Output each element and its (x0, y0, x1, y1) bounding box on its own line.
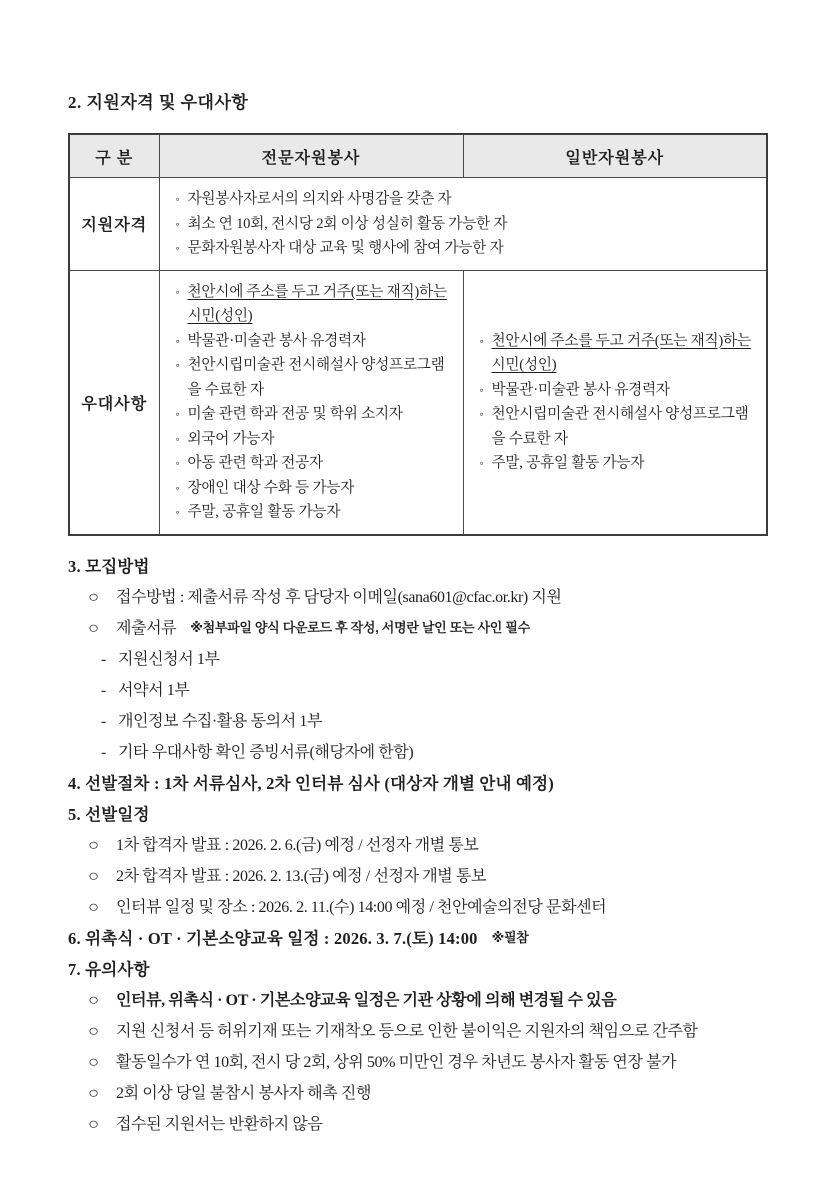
small-circle-bullet-icon: ◦ (175, 407, 180, 421)
table-item-text: 아동 관련 학과 전공자 (187, 455, 323, 471)
list-item (68, 644, 768, 675)
doc-item-text: 기타 우대사항 확인 증빙서류(해당자에 한함) (118, 743, 414, 761)
dash-bullet-icon: - (101, 743, 106, 761)
small-circle-bullet-icon: ◦ (175, 456, 180, 470)
notice-item-text: 활동일수가 연 10회, 전시 당 2회, 상위 50% 미만인 경우 차년도 봉사자 활동 연장 불가 (116, 1053, 677, 1071)
table-item-text: 박물관·미술관 봉사 유경력자 (187, 332, 366, 349)
table-list-item (168, 329, 455, 354)
qualifications-table (68, 133, 768, 536)
circle-bullet-icon: ○ (88, 1053, 99, 1071)
doc-item-text: 지원신청서 1부 (118, 650, 220, 668)
schedule-item-text: 2차 합격자 발표 : 2026. 2. 13.(금) 예정 / 선정자 개별 통보 (116, 867, 487, 885)
section6-heading-text: 6. 위촉식 · OT · 기본소양교육 일정 : 2026. 3. 7.(토) 14:00 (68, 928, 478, 948)
qualification-cell (159, 178, 767, 271)
list-item (68, 830, 768, 861)
small-circle-bullet-icon: ◦ (175, 216, 180, 231)
table-item-text: 자원봉사자로서의 의지와 사명감을 갖춘 자 (187, 191, 452, 207)
section3-heading: 3. 모집방법 (68, 556, 150, 576)
circle-bullet-icon: ○ (88, 1022, 99, 1040)
submit-docs-label: 제출서류 (116, 619, 177, 637)
small-circle-bullet-icon: ◦ (479, 333, 484, 348)
table-header-row (69, 134, 767, 178)
preference-pro-cell (159, 270, 463, 535)
small-circle-bullet-icon: ◦ (175, 480, 180, 495)
list-item (68, 861, 768, 892)
small-circle-bullet-icon: ◦ (175, 284, 180, 299)
table-list-item (168, 187, 759, 212)
table-header-cell: 일반자원봉사 (463, 134, 767, 178)
section2-heading: 2. 지원자격 및 우대사항 (68, 93, 249, 112)
table-item-text: 박물관·미술관 봉사 유경력자 (491, 381, 670, 398)
list-item (68, 582, 768, 613)
receipt-method-text: 접수방법 : 제출서류 작성 후 담당자 이메일(sana601@cfac.or.kr) 지원 (116, 588, 562, 606)
table-list-item (472, 451, 759, 476)
list-item (68, 1109, 768, 1140)
document-content (68, 92, 768, 1140)
dash-bullet-icon: - (101, 650, 106, 668)
circle-bullet-icon: ○ (88, 619, 99, 637)
table-item-text: 미술 관련 학과 전공 및 학위 소지자 (187, 406, 403, 422)
list-item (68, 892, 768, 923)
preference-general-cell (463, 270, 767, 535)
table-item-text: 최소 연 10회, 전시당 2회 이상 성실히 활동 가능한 자 (187, 215, 508, 232)
list-item (68, 1016, 768, 1047)
attendance-required-note: ※필참 (491, 930, 529, 945)
small-circle-bullet-icon: ◦ (175, 431, 180, 446)
doc-item-text: 서약서 1부 (118, 681, 190, 699)
circle-bullet-icon: ○ (88, 588, 99, 606)
table-header-cell: 구 분 (69, 134, 159, 178)
table-item-text: 주말, 공휴일 활동 가능자 (491, 455, 645, 471)
table-list-item (472, 378, 759, 403)
section7-heading: 7. 유의사항 (68, 959, 150, 979)
circle-bullet-icon: ○ (88, 898, 99, 916)
table-list-item (472, 402, 759, 451)
list-item (68, 1078, 768, 1109)
table-list-item (168, 476, 455, 501)
table-list-item (168, 353, 455, 402)
list-item (68, 737, 768, 768)
small-circle-bullet-icon: ◦ (175, 333, 180, 348)
dash-bullet-icon: - (101, 681, 106, 699)
doc-item-text: 개인정보 수집·활용 동의서 1부 (118, 712, 323, 730)
small-circle-bullet-icon: ◦ (175, 241, 180, 255)
notice-item-text: 인터뷰, 위촉식 · OT · 기본소양교육 일정은 기관 상황에 의해 변경될 수 있음 (116, 991, 617, 1009)
table-list-item (168, 212, 759, 237)
table-item-text: 주말, 공휴일 활동 가능자 (187, 504, 341, 520)
list-item (68, 985, 768, 1016)
table-item-text: 외국어 가능자 (187, 430, 275, 447)
table-header-cell: 전문자원봉사 (159, 134, 463, 178)
circle-bullet-icon: ○ (88, 1084, 99, 1102)
table-item-text: 문화자원봉사자 대상 교육 및 행사에 참여 가능한 자 (187, 240, 504, 256)
section6-heading (68, 923, 768, 954)
small-circle-bullet-icon: ◦ (479, 407, 484, 421)
dash-bullet-icon: - (101, 712, 106, 730)
table-list-item (472, 329, 759, 378)
small-circle-bullet-icon: ◦ (175, 505, 180, 519)
small-circle-bullet-icon: ◦ (479, 382, 484, 397)
schedule-item-text: 1차 합격자 발표 : 2026. 2. 6.(금) 예정 / 선정자 개별 통보 (116, 836, 479, 854)
preference-row-label: 우대사항 (69, 270, 159, 535)
small-circle-bullet-icon: ◦ (175, 192, 180, 206)
submit-docs-note: ※첨부파일 양식 다운로드 후 작성, 서명란 날인 또는 사인 필수 (190, 620, 530, 635)
table-item-text: 장애인 대상 수화 등 가능자 (187, 479, 355, 496)
list-item (68, 1047, 768, 1078)
circle-bullet-icon: ○ (88, 867, 99, 885)
table-item-text-underlined: 천안시에 주소를 두고 거주(또는 재직)하는 시민(성인) (187, 283, 447, 324)
table-list-item (168, 236, 759, 261)
qualification-row-label: 지원자격 (69, 178, 159, 271)
table-list-item (168, 451, 455, 476)
schedule-item-text: 인터뷰 일정 및 장소 : 2026. 2. 11.(수) 14:00 예정 / 천안예술의전당 문화센터 (116, 898, 607, 916)
notice-item-text: 2회 이상 당일 불참시 봉사자 해촉 진행 (116, 1084, 372, 1102)
circle-bullet-icon: ○ (88, 1115, 99, 1133)
table-list-item (168, 427, 455, 452)
list-item (68, 613, 768, 644)
section5-heading: 5. 선발일정 (68, 804, 150, 824)
notice-item-text: 지원 신청서 등 허위기재 또는 기재착오 등으로 인한 불이익은 지원자의 책임으로 간주함 (116, 1022, 698, 1040)
table-item-text: 천안시립미술관 전시해설사 양성프로그램을 수료한 자 (187, 357, 445, 398)
notice-item-text: 접수된 지원서는 반환하지 않음 (116, 1115, 323, 1133)
table-item-text-underlined: 천안시에 주소를 두고 거주(또는 재직)하는 시민(성인) (491, 332, 751, 373)
small-circle-bullet-icon: ◦ (479, 456, 484, 470)
table-list-item (168, 402, 455, 427)
section4-heading: 4. 선발절차 : 1차 서류심사, 2차 인터뷰 심사 (대상자 개별 안내 예정) (68, 773, 554, 793)
circle-bullet-icon: ○ (88, 836, 99, 854)
table-list-item (168, 280, 455, 329)
qualification-row (69, 178, 767, 271)
list-item (68, 706, 768, 737)
small-circle-bullet-icon: ◦ (175, 358, 180, 372)
table-item-text: 천안시립미술관 전시해설사 양성프로그램을 수료한 자 (491, 406, 749, 447)
table-list-item (168, 500, 455, 525)
list-item (68, 675, 768, 706)
circle-bullet-icon: ○ (88, 991, 99, 1009)
preference-row (69, 270, 767, 535)
